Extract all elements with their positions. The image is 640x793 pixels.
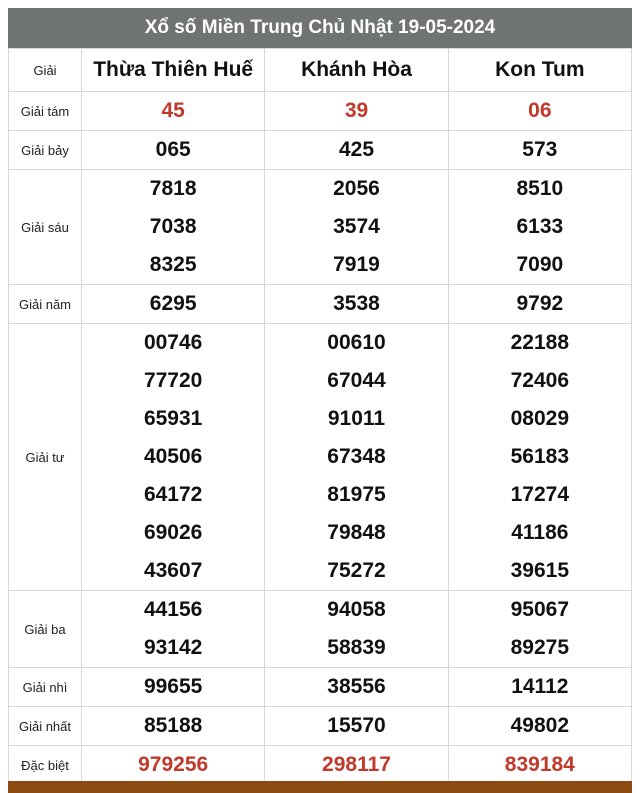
result-number: 39 — [344, 99, 369, 122]
province-result-cell — [82, 591, 265, 668]
province-header-hue: Thừa Thiên Huế — [82, 49, 265, 92]
prize-label: Giải nhất — [9, 707, 82, 746]
province-result-cell — [265, 668, 448, 707]
result-number: 15570 — [327, 714, 386, 737]
province-header-khanh-hoa: Khánh Hòa — [265, 49, 448, 92]
province-result-cell — [265, 170, 448, 285]
prize-rows — [9, 92, 632, 785]
result-number: 7038 — [149, 215, 197, 238]
province-result-cell — [82, 92, 265, 131]
result-number: 93142 — [143, 636, 203, 659]
prize-label: Giải tư — [9, 324, 82, 591]
province-result-cell — [448, 668, 631, 707]
province-result-cell — [448, 591, 631, 668]
result-number: 44156 — [143, 598, 203, 621]
prize-label: Giải tám — [9, 92, 82, 131]
result-number: 7818 — [149, 177, 197, 200]
prize-label: Giải năm — [9, 285, 82, 324]
province-result-cell — [265, 285, 448, 324]
result-number: 91011 — [327, 407, 386, 430]
prize-row — [9, 92, 632, 131]
result-number: 065 — [155, 138, 191, 161]
result-number: 8325 — [149, 253, 197, 276]
result-number: 08029 — [510, 407, 570, 430]
result-number: 67044 — [327, 369, 386, 392]
result-number: 89275 — [510, 636, 570, 659]
result-number: 95067 — [510, 598, 570, 621]
prize-row — [9, 131, 632, 170]
footer-bar — [8, 781, 632, 793]
result-number: 40506 — [143, 445, 203, 468]
result-number: 94058 — [327, 598, 386, 621]
prize-label: Giải bảy — [9, 131, 82, 170]
province-result-cell — [82, 668, 265, 707]
province-result-cell — [265, 131, 448, 170]
result-number: 81975 — [327, 483, 386, 506]
result-number: 38556 — [327, 675, 386, 698]
result-number: 2056 — [333, 177, 380, 200]
province-result-cell — [82, 746, 265, 785]
result-number: 6133 — [516, 215, 564, 238]
result-number: 6295 — [149, 292, 197, 315]
result-number: 56183 — [510, 445, 570, 468]
result-number: 77720 — [143, 369, 203, 392]
result-number: 49802 — [510, 714, 570, 737]
province-result-cell — [82, 285, 265, 324]
prize-label: Giải ba — [9, 591, 82, 668]
province-header-kon-tum: Kon Tum — [448, 49, 631, 92]
result-number: 00746 — [143, 331, 203, 354]
prize-row — [9, 746, 632, 785]
result-number: 7919 — [333, 253, 380, 276]
prize-row — [9, 170, 632, 285]
result-number: 425 — [338, 138, 375, 161]
result-number: 75272 — [327, 559, 386, 582]
result-number: 65931 — [143, 407, 203, 430]
province-result-cell — [82, 707, 265, 746]
result-number: 8510 — [516, 177, 564, 200]
province-result-cell — [448, 131, 631, 170]
province-result-cell — [82, 324, 265, 591]
result-number: 9792 — [516, 292, 564, 315]
result-number: 17274 — [510, 483, 570, 506]
prize-label: Giải nhì — [9, 668, 82, 707]
lottery-results-panel — [8, 8, 632, 785]
result-number: 79848 — [327, 521, 386, 544]
province-result-cell — [265, 746, 448, 785]
prize-row — [9, 591, 632, 668]
province-result-cell — [265, 707, 448, 746]
prize-row — [9, 668, 632, 707]
result-number: 41186 — [511, 521, 569, 544]
province-result-cell — [448, 285, 631, 324]
province-result-cell — [448, 170, 631, 285]
result-number: 573 — [522, 138, 558, 161]
result-number: 839184 — [504, 753, 575, 776]
result-number: 64172 — [143, 483, 203, 506]
result-number: 67348 — [327, 445, 386, 468]
result-number: 3538 — [333, 292, 380, 315]
result-number: 14112 — [511, 675, 569, 698]
result-number: 22188 — [510, 331, 570, 354]
prize-row — [9, 324, 632, 591]
prize-column-header: Giải — [9, 49, 82, 92]
result-number: 45 — [161, 99, 185, 122]
result-number: 00610 — [327, 331, 386, 354]
prize-row — [9, 285, 632, 324]
result-number: 99655 — [143, 675, 203, 698]
prize-label: Giải sáu — [9, 170, 82, 285]
prize-label: Đặc biệt — [9, 746, 82, 785]
province-result-cell — [265, 92, 448, 131]
result-number: 3574 — [333, 215, 380, 238]
province-result-cell — [448, 92, 631, 131]
result-number: 69026 — [143, 521, 203, 544]
result-number: 06 — [528, 99, 552, 122]
province-header-row — [9, 49, 632, 92]
province-result-cell — [82, 131, 265, 170]
province-result-cell — [448, 746, 631, 785]
page-title: Xổ số Miền Trung Chủ Nhật 19-05-2024 — [8, 8, 632, 48]
result-number: 58839 — [327, 636, 386, 659]
province-result-cell — [448, 707, 631, 746]
result-number: 85188 — [143, 714, 203, 737]
province-result-cell — [265, 324, 448, 591]
result-number: 39615 — [510, 559, 570, 582]
result-number: 979256 — [138, 753, 209, 776]
prize-row — [9, 707, 632, 746]
results-table — [8, 48, 632, 785]
result-number: 7090 — [516, 253, 564, 276]
province-result-cell — [265, 591, 448, 668]
result-number: 43607 — [143, 559, 203, 582]
result-number: 298117 — [322, 753, 391, 776]
province-result-cell — [82, 170, 265, 285]
result-number: 72406 — [510, 369, 570, 392]
province-result-cell — [448, 324, 631, 591]
